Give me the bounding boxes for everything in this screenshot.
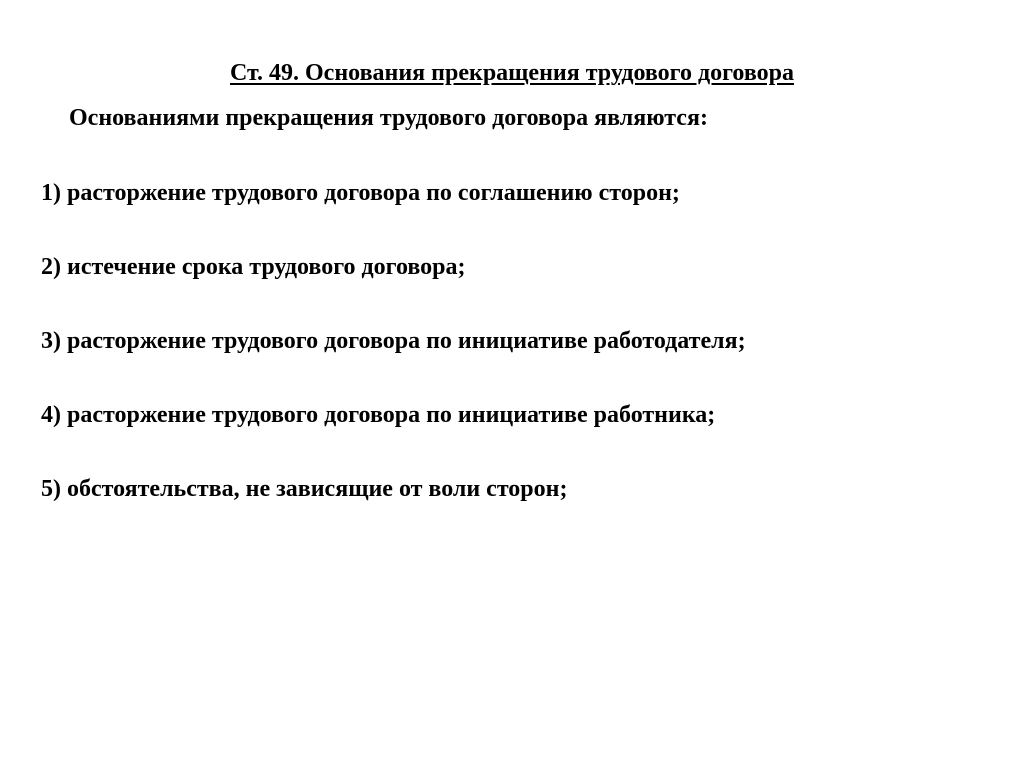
grounds-list [41, 176, 746, 546]
list-item: 4) расторжение трудового договора по инициативе работника; [41, 402, 716, 428]
list-item: 1) расторжение трудового договора по соглашению сторон; [41, 180, 680, 206]
list-item: 2) истечение срока трудового договора; [41, 254, 466, 280]
intro-text: Основаниями прекращения трудового договора являются: [69, 105, 708, 131]
list-item: 3) расторжение трудового договора по инициативе работодателя; [41, 328, 746, 354]
list-item: 5) обстоятельства, не зависящие от воли сторон; [41, 476, 568, 502]
article-title: Ст. 49. Основания прекращения трудового договора [230, 60, 794, 86]
